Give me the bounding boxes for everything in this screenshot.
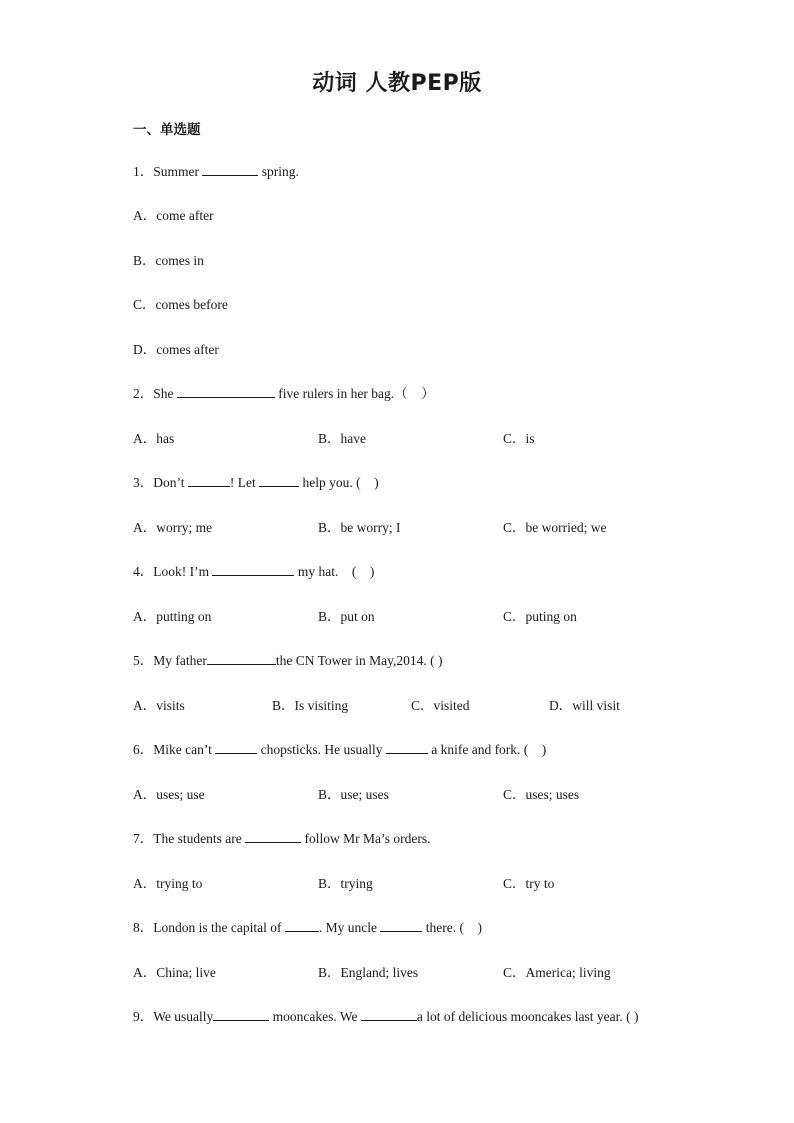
answer-blank[interactable]: [215, 741, 257, 754]
option-1-2[interactable]: [133, 249, 204, 269]
option-text: visits: [156, 697, 185, 713]
answer-blank[interactable]: [285, 919, 319, 932]
question-text: there. ( ): [422, 920, 482, 935]
option-text: be worry; I: [340, 519, 401, 535]
question-text: She: [153, 386, 177, 401]
option-8-3[interactable]: [503, 961, 611, 981]
question-text: spring.: [258, 164, 299, 179]
answer-blank[interactable]: [212, 563, 294, 576]
question-5: [133, 649, 443, 669]
option-letter: A．: [133, 786, 157, 802]
option-letter: D．: [133, 342, 157, 357]
question-6: [133, 738, 546, 758]
question-text: the CN Tower in May,2014. ( ): [275, 653, 443, 668]
question-text: chopsticks. He usually: [257, 742, 386, 757]
option-text: use; uses: [340, 786, 389, 802]
option-letter: B．: [318, 430, 341, 446]
option-5-1[interactable]: [133, 694, 185, 714]
question-text: We usually: [153, 1009, 214, 1024]
question-9: [133, 1005, 638, 1025]
option-8-2[interactable]: [318, 961, 418, 981]
option-8-1[interactable]: [133, 961, 216, 981]
option-text: visited: [433, 697, 470, 713]
option-letter: C．: [503, 608, 526, 624]
option-text: Is visiting: [294, 697, 349, 713]
question-number: 2．: [133, 386, 154, 401]
question-8: [133, 916, 482, 936]
option-text: will visit: [572, 697, 620, 713]
option-1-1[interactable]: [133, 204, 214, 224]
question-number: 9．: [133, 1009, 154, 1024]
option-letter: B．: [318, 519, 341, 535]
question-text: . My uncle: [318, 920, 381, 935]
option-letter: B．: [318, 875, 341, 891]
option-7-1[interactable]: [133, 872, 202, 892]
option-text: worry; me: [156, 519, 213, 535]
option-5-2[interactable]: [272, 694, 348, 714]
question-number: 8．: [133, 920, 154, 935]
option-6-1[interactable]: [133, 783, 205, 803]
question-text: Don’t: [153, 475, 188, 490]
option-letter: A．: [133, 430, 157, 446]
option-text: is: [525, 430, 535, 446]
option-letter: C．: [503, 875, 526, 891]
option-letter: B．: [318, 964, 341, 980]
option-text: come after: [156, 208, 214, 223]
option-6-2[interactable]: [318, 783, 389, 803]
option-3-3[interactable]: [503, 516, 606, 536]
option-3-1[interactable]: [133, 516, 212, 536]
question-3: [133, 471, 379, 491]
option-7-2[interactable]: [318, 872, 373, 892]
option-letter: A．: [133, 519, 157, 535]
option-text: comes before: [155, 297, 228, 312]
option-1-3[interactable]: [133, 293, 228, 313]
option-2-2[interactable]: [318, 427, 366, 447]
question-number: 5．: [133, 653, 154, 668]
option-text: has: [156, 430, 175, 446]
option-4-3[interactable]: [503, 605, 577, 625]
option-text: try to: [525, 875, 555, 891]
question-text: ! Let: [229, 475, 260, 490]
answer-blank[interactable]: [202, 163, 258, 176]
question-text: five rulers in her bag.（ ）: [274, 386, 435, 401]
option-text: have: [340, 430, 366, 446]
option-3-2[interactable]: [318, 516, 401, 536]
question-text: Summer: [153, 164, 203, 179]
question-number: 6．: [133, 742, 154, 757]
question-text: London is the capital of: [153, 920, 285, 935]
option-text: China; live: [156, 964, 216, 980]
option-letter: B．: [133, 253, 156, 268]
question-text: mooncakes. We: [269, 1009, 361, 1024]
option-letter: D．: [549, 697, 573, 713]
option-text: England; lives: [340, 964, 419, 980]
question-number: 3．: [133, 475, 154, 490]
option-letter: A．: [133, 608, 157, 624]
option-text: putting on: [156, 608, 212, 624]
option-4-1[interactable]: [133, 605, 211, 625]
option-4-2[interactable]: [318, 605, 375, 625]
option-letter: C．: [503, 430, 526, 446]
option-letter: A．: [133, 697, 157, 713]
question-text: help you. ( ): [299, 475, 379, 490]
question-text: Look! I’m: [153, 564, 213, 579]
option-letter: A．: [133, 208, 157, 223]
option-letter: C．: [411, 697, 434, 713]
option-text: America; living: [525, 964, 611, 980]
option-letter: B．: [272, 697, 295, 713]
option-letter: A．: [133, 964, 157, 980]
page-title: 动词 人教PEP版: [312, 71, 482, 96]
question-text: Mike can’t: [153, 742, 216, 757]
question-text: a lot of delicious mooncakes last year. ( ): [416, 1009, 639, 1024]
option-2-1[interactable]: [133, 427, 174, 447]
question-2: [133, 382, 435, 402]
option-text: trying to: [156, 875, 203, 891]
option-7-3[interactable]: [503, 872, 554, 892]
option-text: comes after: [156, 342, 219, 357]
question-text: The students are: [153, 831, 246, 846]
question-text: a knife and fork. ( ): [427, 742, 547, 757]
question-1: [133, 160, 299, 180]
answer-blank[interactable]: [213, 1008, 269, 1021]
answer-blank[interactable]: [386, 741, 428, 754]
option-text: uses; uses: [525, 786, 580, 802]
option-letter: C．: [503, 519, 526, 535]
option-1-4[interactable]: [133, 338, 219, 358]
answer-blank[interactable]: [259, 474, 299, 487]
option-text: comes in: [155, 253, 204, 268]
answer-blank[interactable]: [188, 474, 230, 487]
option-letter: C．: [503, 786, 526, 802]
option-letter: B．: [318, 608, 341, 624]
question-number: 7．: [133, 831, 154, 846]
option-text: trying: [340, 875, 373, 891]
option-text: puting on: [525, 608, 577, 624]
question-text: follow Mr Ma’s orders.: [301, 831, 431, 846]
question-text: my hat. ( ): [294, 564, 375, 579]
question-number: 4．: [133, 564, 154, 579]
question-text: My father: [153, 653, 207, 668]
answer-blank[interactable]: [380, 919, 422, 932]
answer-blank[interactable]: [245, 830, 301, 843]
option-5-4[interactable]: [549, 694, 620, 714]
option-letter: C．: [133, 297, 156, 312]
option-2-3[interactable]: [503, 427, 535, 447]
option-5-3[interactable]: [411, 694, 470, 714]
question-7: [133, 827, 430, 847]
answer-blank[interactable]: [361, 1008, 417, 1021]
option-text: uses; use: [156, 786, 205, 802]
section-heading: 一、单选题: [133, 122, 201, 138]
question-number: 1．: [133, 164, 154, 179]
option-text: put on: [340, 608, 375, 624]
option-letter: C．: [503, 964, 526, 980]
answer-blank[interactable]: [177, 385, 275, 398]
option-letter: A．: [133, 875, 157, 891]
option-6-3[interactable]: [503, 783, 579, 803]
option-letter: B．: [318, 786, 341, 802]
question-4: [133, 560, 374, 580]
answer-blank[interactable]: [207, 652, 276, 665]
option-text: be worried; we: [525, 519, 607, 535]
